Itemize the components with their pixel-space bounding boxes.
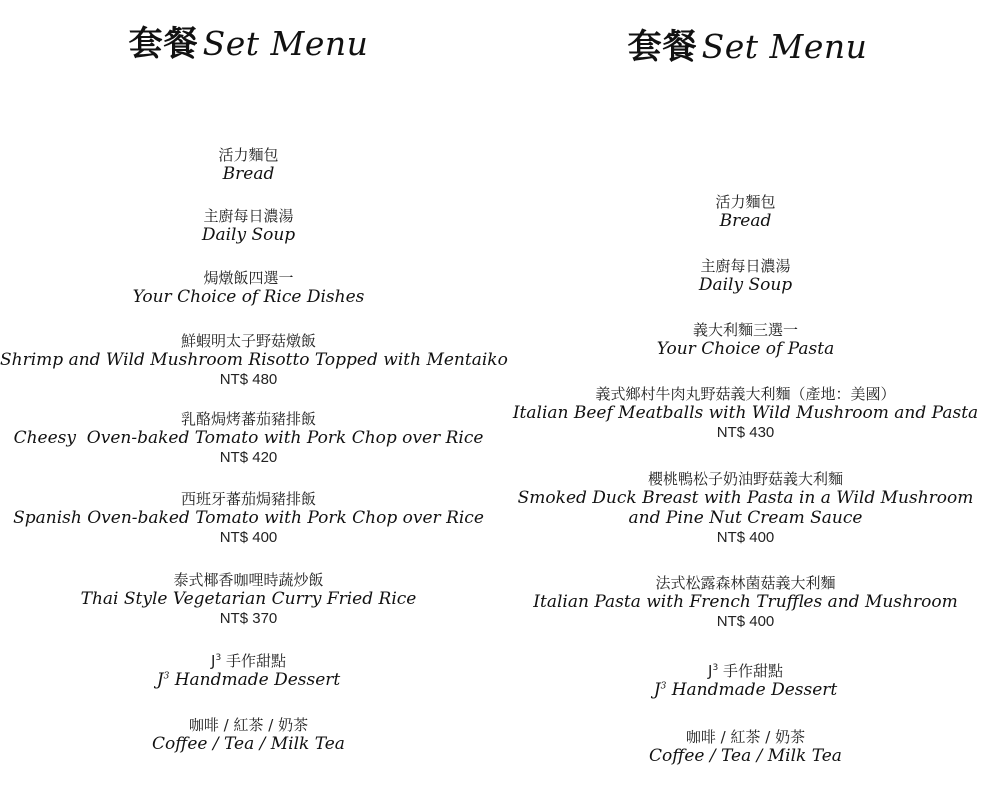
menu-item-drinks xyxy=(0,716,497,754)
item-name-chinese: 泰式椰香咖哩時蔬炒飯 xyxy=(173,571,324,589)
item-name-chinese: $J^3$ 手作甜點 xyxy=(708,662,783,680)
menu-item-drinks xyxy=(497,728,994,766)
menu-item-soup xyxy=(0,207,497,245)
section-heading-english: Your Choice of Rice Dishes xyxy=(132,287,365,307)
item-name-chinese: 西班牙蕃茄焗豬排飯 xyxy=(180,490,316,508)
menu-item-dessert xyxy=(0,652,497,690)
menu-title xyxy=(497,19,994,79)
item-name-english: Spanish Oven-baked Tomato with Pork Chop over Rice xyxy=(13,508,484,528)
menu-item-bread xyxy=(497,193,994,231)
item-name-english: Coffee / Tea / Milk Tea xyxy=(649,746,842,766)
item-price: NT$ 430 xyxy=(716,424,775,441)
menu-title-english: Set Menu xyxy=(701,27,868,66)
menu-title-chinese: 套餐 xyxy=(627,27,698,67)
item-price: NT$ 400 xyxy=(219,529,278,546)
item-name-english: Bread xyxy=(719,211,772,231)
item-name-chinese: 活力麵包 xyxy=(218,146,279,164)
menu-item-shrimp-risotto xyxy=(0,332,508,389)
section-heading-chinese: 義大利麵三選一 xyxy=(692,321,798,339)
menu-item-dessert xyxy=(497,662,994,700)
menu-item-bread xyxy=(0,146,497,184)
menu-title-english: Set Menu xyxy=(202,24,369,63)
item-name-chinese: 活力麵包 xyxy=(715,193,776,211)
item-name-chinese: 鮮蝦明太子野菇燉飯 xyxy=(180,332,316,350)
item-name-english-line2: and Pine Nut Cream Sauce xyxy=(628,508,863,528)
item-price: NT$ 480 xyxy=(219,371,278,388)
item-name-english: $J^3$ Handmade Dessert xyxy=(653,680,838,700)
item-name-english: Thai Style Vegetarian Curry Fried Rice xyxy=(80,589,417,609)
item-name-chinese: 主廚每日濃湯 xyxy=(700,257,791,275)
menu-item-truffle-pasta xyxy=(497,574,994,631)
item-name-english: Cheesy Oven-baked Tomato with Pork Chop over Rice xyxy=(13,428,484,448)
item-price: NT$ 400 xyxy=(716,613,775,630)
menu-item-soup xyxy=(497,257,994,295)
item-name-chinese: 咖啡 / 紅茶 / 奶茶 xyxy=(685,728,806,746)
item-name-english: Italian Pasta with French Truffles and Mushroom xyxy=(533,592,958,612)
item-name-english: Coffee / Tea / Milk Tea xyxy=(152,734,345,754)
item-name-english: $J^3$ Handmade Dessert xyxy=(156,670,341,690)
item-name-chinese: 義式鄉村牛肉丸野菇義大利麵（產地：美國） xyxy=(595,385,896,403)
item-name-english: Daily Soup xyxy=(201,225,296,245)
item-name-chinese: $J^3$ 手作甜點 xyxy=(211,652,286,670)
section-heading-chinese: 焗燉飯四選一 xyxy=(203,269,294,287)
item-name-chinese: 法式松露森林菌菇義大利麵 xyxy=(655,574,836,592)
item-name-english: Bread xyxy=(222,164,275,184)
item-name-chinese: 咖啡 / 紅茶 / 奶茶 xyxy=(188,716,309,734)
menu-item-cheesy-pork-chop xyxy=(0,410,497,467)
menu-title xyxy=(0,16,497,76)
item-name-english: Daily Soup xyxy=(698,275,793,295)
item-price: NT$ 370 xyxy=(219,610,278,627)
menu-title-chinese: 套餐 xyxy=(128,24,199,64)
item-name-english: Shrimp and Wild Mushroom Risotto Topped with Mentaiko xyxy=(0,350,508,370)
item-name-chinese: 主廚每日濃湯 xyxy=(203,207,294,225)
menu-section-rice-choice xyxy=(0,269,497,307)
item-name-english: Italian Beef Meatballs with Wild Mushroom and Pasta xyxy=(512,403,979,423)
item-name-chinese: 乳酪焗烤蕃茄豬排飯 xyxy=(180,410,316,428)
item-price: NT$ 420 xyxy=(219,449,278,466)
menu-item-spanish-pork-chop xyxy=(0,490,497,547)
item-name-chinese: 櫻桃鴨松子奶油野菇義大利麵 xyxy=(647,470,843,488)
section-heading-english: Your Choice of Pasta xyxy=(656,339,835,359)
item-name-english: Smoked Duck Breast with Pasta in a Wild Mushroom xyxy=(517,488,974,508)
item-price: NT$ 400 xyxy=(716,529,775,546)
menu-section-pasta-choice xyxy=(497,321,994,359)
menu-item-thai-curry-rice xyxy=(0,571,497,628)
menu-item-beef-meatball-pasta xyxy=(497,385,994,442)
menu-item-duck-pasta xyxy=(497,470,994,547)
